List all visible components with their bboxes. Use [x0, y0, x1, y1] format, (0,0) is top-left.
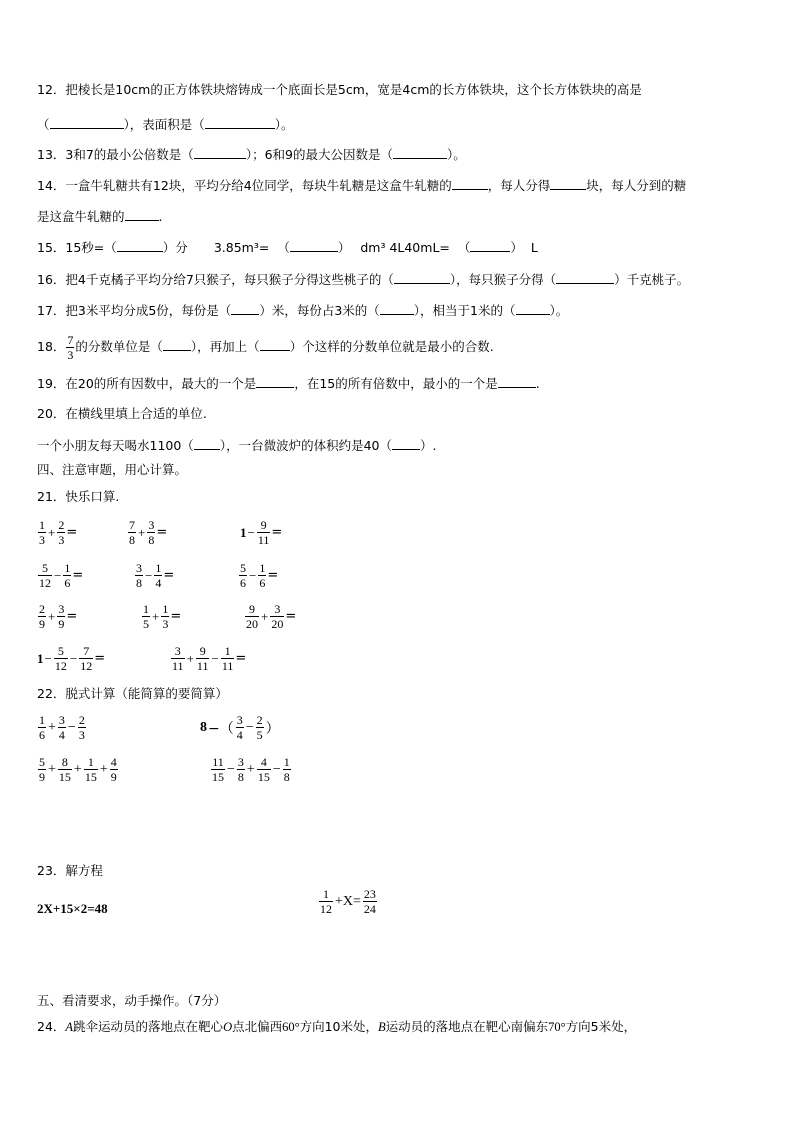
q14-text-2: ，每人分得 [487, 178, 551, 193]
numerator: 1 [87, 755, 94, 769]
q15-unit-l: L [530, 240, 538, 255]
fraction [54, 644, 68, 673]
denominator: 8 [136, 576, 142, 590]
fraction [38, 561, 52, 590]
operator: − [69, 650, 78, 666]
numerator: 1 [39, 713, 45, 727]
numerator: 1 [155, 561, 162, 575]
fraction [211, 755, 225, 784]
numerator: 2 [58, 518, 65, 532]
numerator: 9 [260, 518, 267, 532]
equals: = [156, 525, 168, 540]
q12-text-3: ）。 [274, 117, 294, 132]
fraction [79, 644, 93, 673]
fraction [142, 602, 150, 631]
numerator: 9 [249, 602, 255, 616]
question-19 [37, 375, 540, 392]
equals: = [170, 609, 182, 624]
q17-text-4: ）。 [549, 303, 569, 318]
denominator: 12 [80, 659, 93, 673]
denominator: 5 [143, 617, 149, 631]
fraction [171, 644, 185, 673]
q20-text-1: 一个小朋友每天喝水1100（ [37, 438, 194, 453]
fraction [135, 561, 143, 590]
q21-r2-c3 [238, 561, 278, 590]
q14-blank-2[interactable] [550, 177, 586, 190]
fraction [236, 713, 244, 742]
q20-blank-1[interactable] [194, 437, 220, 450]
whole-number: 1 [240, 524, 247, 540]
fraction [63, 561, 71, 590]
question-21-title [37, 489, 119, 505]
section-4-text: 四、注意审题，用心计算。 [37, 462, 188, 477]
denominator: 8 [148, 533, 155, 547]
denominator: 11 [172, 659, 184, 673]
equals: = [66, 609, 78, 624]
fraction [257, 518, 271, 547]
q15-blank-3[interactable] [470, 239, 510, 252]
question-22-title [37, 686, 228, 702]
fraction [38, 713, 46, 742]
point-a: A [65, 1020, 74, 1034]
denominator: 9 [39, 617, 45, 631]
operator: + [48, 761, 56, 777]
operator: − [145, 567, 153, 583]
q21-r1-c2 [127, 518, 167, 547]
q22-expr-4 [210, 755, 292, 784]
q17-text-1: 17．把3米平均分成5份，每份是（ [37, 303, 232, 318]
question-16 [37, 271, 689, 288]
q20-text-2: ），一台微波炉的体积约是40（ [219, 438, 392, 453]
numerator: 1 [224, 644, 231, 658]
numerator: 5 [57, 644, 64, 658]
equation-middle: +X= [335, 893, 361, 909]
q13-blank-gcd[interactable] [393, 146, 447, 159]
q17-blank-1[interactable] [231, 302, 259, 315]
fraction [363, 887, 377, 916]
numerator: 4 [110, 755, 117, 769]
q12-text-2: ），表面积是（ [123, 117, 205, 132]
angle-70: 70° [548, 1020, 566, 1034]
q21-r3-c2 [141, 602, 181, 631]
denominator: 6 [39, 728, 45, 742]
numerator: 3 [58, 713, 65, 727]
denominator: 8 [283, 770, 290, 784]
q15-text-4: dm³ 4L40mL= [360, 240, 450, 255]
fraction [58, 713, 66, 742]
fraction [110, 755, 118, 784]
operator: + [99, 761, 108, 777]
fraction [221, 644, 235, 673]
denominator: 12 [39, 576, 51, 590]
numerator: 1 [283, 755, 290, 769]
numerator: 3 [274, 602, 281, 616]
q12-blank-area[interactable] [205, 116, 275, 129]
operator: − [227, 761, 235, 777]
denominator: 3 [39, 533, 45, 547]
denominator: 12 [54, 659, 67, 673]
operator: + [48, 524, 56, 540]
operator: + [73, 761, 82, 777]
numerator: 3 [236, 713, 243, 727]
denominator: 9 [110, 770, 117, 784]
denominator: 15 [212, 770, 224, 784]
q20-title: 20．在横线里填上合适的单位. [37, 406, 207, 421]
q22-expr-3 [37, 755, 119, 784]
q19-blank-2[interactable] [498, 375, 536, 388]
q18-numerator: 7 [67, 333, 74, 347]
q24-text-4: 运动员的落地点在靶心南偏东 [385, 1019, 549, 1034]
fraction [57, 518, 65, 547]
q21-r4-c1 [37, 644, 105, 673]
numerator: 4 [260, 755, 267, 769]
equals: = [66, 525, 78, 540]
section-4-heading [37, 462, 187, 478]
denominator: 20 [271, 617, 284, 631]
q19-blank-1[interactable] [256, 375, 294, 388]
fraction [58, 755, 72, 784]
equals: = [163, 568, 175, 583]
denominator: 5 [256, 728, 263, 742]
question-20-line [37, 437, 436, 454]
question-15 [37, 239, 538, 256]
fraction [258, 561, 266, 590]
equals: = [72, 568, 84, 583]
denominator: 12 [320, 902, 332, 916]
operator: − [249, 567, 257, 583]
equals: = [235, 651, 247, 666]
q16-blank-2[interactable] [556, 271, 614, 284]
q21-r2-c1 [37, 561, 83, 590]
numerator: 5 [42, 561, 48, 575]
q17-text-3: ），相当于1米的（ [413, 303, 516, 318]
q12-text: 12．把棱长是10cm的正方体铁块熔铸成一个底面长是5cm，宽是4cm的长方体铁块，这个长方体铁块的高是 [37, 82, 642, 97]
denominator: 4 [58, 728, 65, 742]
operator: − [67, 719, 76, 735]
denominator: 11 [257, 533, 270, 547]
operator: −（ [208, 720, 234, 737]
whole-number: 1 [37, 650, 44, 666]
whole-number: 8 [200, 719, 207, 735]
q15-text-2: ）分 [162, 240, 188, 255]
question-24 [37, 1019, 636, 1035]
numerator: 7 [129, 518, 135, 532]
q24-text-2: 点北偏西 [232, 1019, 283, 1034]
denominator: 9 [58, 617, 65, 631]
equals: = [285, 609, 297, 624]
operator: − [247, 524, 255, 540]
q15-paren-3: （ [457, 240, 471, 255]
question-14-line2 [37, 208, 163, 225]
numerator: 5 [39, 755, 45, 769]
numerator: 3 [237, 755, 244, 769]
q19-text-3: . [535, 376, 540, 391]
operator: − [272, 761, 281, 777]
q23-equation-2 [318, 887, 378, 916]
operator: − [44, 650, 52, 666]
q16-text-1: 16．把4千克橘子平均分给7只猴子，每只猴子分得这些桃子的（ [37, 272, 394, 287]
q22-expr-2 [200, 713, 281, 742]
q21-r1-c3 [240, 518, 282, 547]
denominator: 11 [221, 659, 234, 673]
numerator: 3 [148, 518, 155, 532]
denominator: 15 [58, 770, 71, 784]
point-b: B [378, 1020, 386, 1034]
q23-equation-1 [37, 901, 108, 917]
q21-r3-c3 [244, 602, 296, 631]
q21-r1-c1 [37, 518, 77, 547]
fraction [239, 561, 247, 590]
numerator: 7 [83, 644, 90, 658]
denominator: 6 [259, 576, 266, 590]
numerator: 3 [136, 561, 142, 575]
fraction [256, 713, 264, 742]
q18-blank-2[interactable] [260, 338, 290, 351]
denominator: 15 [84, 770, 97, 784]
fraction [147, 518, 155, 547]
question-23-title [37, 863, 103, 879]
q14-blank-1[interactable] [452, 177, 488, 190]
operator: + [246, 761, 255, 777]
q18-number: 18． [37, 339, 66, 354]
fraction [84, 755, 98, 784]
q18-text-2: ），再加上（ [190, 339, 260, 354]
q14-text-1: 14．一盒牛轧糖共有12块，平均分给4位同学，每块牛轧糖是这盒牛轧糖的 [37, 178, 452, 193]
operator: + [48, 608, 56, 624]
numerator: 5 [240, 561, 246, 575]
numerator: 2 [78, 713, 85, 727]
fraction [38, 755, 46, 784]
section-5-heading [37, 993, 226, 1009]
q12-blank-height[interactable] [50, 116, 124, 129]
denominator: 8 [129, 533, 135, 547]
angle-60: 60° [282, 1020, 300, 1034]
numerator: 1 [259, 561, 266, 575]
q13-text-3: ）。 [446, 147, 466, 162]
fraction [154, 561, 162, 590]
q14-text-5: . [158, 209, 163, 224]
fraction [283, 755, 291, 784]
q22-expr-1 [37, 713, 87, 742]
operator: + [186, 650, 194, 666]
q21-title: 21．快乐口算. [37, 489, 120, 504]
question-12-line2 [37, 116, 294, 133]
q15-paren-1: （ [277, 240, 290, 255]
fraction [78, 713, 86, 742]
numerator: 1 [143, 602, 149, 616]
q14-text-4: 是这盒牛轧糖的 [37, 209, 125, 224]
q16-blank-1[interactable] [394, 271, 450, 284]
numerator: 1 [39, 518, 45, 532]
q23-title: 23．解方程 [37, 863, 103, 878]
denominator: 3 [78, 728, 85, 742]
q18-denominator: 3 [67, 348, 74, 362]
equals: = [267, 568, 279, 583]
q22-title: 22．脱式计算（能简算的要简算） [37, 686, 228, 701]
denominator: 24 [363, 902, 376, 916]
fraction [257, 755, 271, 784]
operator: − [211, 650, 219, 666]
q14-blank-3[interactable] [125, 208, 159, 221]
q19-text-1: 19．在20的所有因数中，最大的一个是 [37, 376, 257, 391]
question-18 [37, 333, 494, 362]
q24-text-5: 方向5米处， [565, 1019, 637, 1034]
fraction [270, 602, 284, 631]
fraction [38, 602, 46, 631]
q13-text-1: 13．3和7的最小公倍数是（ [37, 147, 194, 162]
denominator: 3 [162, 617, 169, 631]
fraction [128, 518, 136, 547]
question-14-line1 [37, 177, 686, 194]
close-paren: ） [265, 720, 280, 737]
q21-r3-c1 [37, 602, 77, 631]
point-o: O [223, 1020, 233, 1034]
section-5-text: 五、看清要求，动手操作。（7分） [37, 993, 227, 1008]
fraction [161, 602, 169, 631]
q19-text-2: ，在15的所有倍数中，最小的一个是 [294, 376, 498, 391]
q14-text-3: 块，每人分到的糖 [586, 178, 687, 193]
q18-fraction [66, 333, 74, 362]
q17-blank-2[interactable] [380, 302, 414, 315]
q17-text-2: ）米，每份占3米的（ [259, 303, 380, 318]
fraction [237, 755, 245, 784]
q17-blank-3[interactable] [516, 302, 550, 315]
denominator: 6 [64, 576, 71, 590]
q20-blank-2[interactable] [392, 437, 420, 450]
q15-text-1: 15．15秒=（ [37, 240, 117, 255]
numerator: 3 [58, 602, 65, 616]
numerator: 3 [174, 644, 181, 658]
question-20-title [37, 406, 207, 422]
fraction [245, 602, 259, 631]
denominator: 20 [246, 617, 258, 631]
numerator: 2 [256, 713, 263, 727]
question-17 [37, 302, 568, 319]
q16-text-3: ）千克桃子。 [614, 272, 690, 287]
q16-text-2: ），每只猴子分得（ [449, 272, 557, 287]
question-12-line1 [37, 82, 642, 98]
denominator: 8 [237, 770, 244, 784]
equals: = [271, 525, 283, 540]
numerator: 8 [61, 755, 68, 769]
q18-text-3: ）个这样的分数单位就是最小的合数. [289, 339, 494, 354]
fraction [196, 644, 210, 673]
q15-paren-4: ） [510, 240, 523, 255]
operator: − [245, 719, 254, 735]
denominator: 4 [236, 728, 243, 742]
q15-blank-1[interactable] [117, 239, 163, 252]
operator: + [152, 608, 160, 624]
numerator: 9 [199, 644, 206, 658]
q15-blank-2[interactable] [290, 239, 338, 252]
operator: + [48, 719, 56, 735]
numerator: 1 [162, 602, 169, 616]
denominator: 9 [39, 770, 45, 784]
fraction [38, 518, 46, 547]
denominator: 6 [240, 576, 246, 590]
q21-r4-c2 [170, 644, 246, 673]
q18-blank-1[interactable] [163, 338, 191, 351]
q24-text-3: 方向10米处， [299, 1019, 379, 1034]
numerator: 1 [64, 561, 71, 575]
q21-r2-c2 [134, 561, 174, 590]
operator: − [54, 567, 62, 583]
denominator: 4 [155, 576, 162, 590]
equals: = [94, 651, 106, 666]
numerator: 23 [363, 887, 376, 901]
fraction [319, 887, 333, 916]
q15-text-3: 3.85m³= [213, 240, 270, 255]
q24-number: 24． [37, 1019, 66, 1034]
q20-text-3: ）. [419, 438, 437, 453]
numerator: 1 [323, 887, 329, 901]
q12-paren-open: （ [37, 117, 50, 132]
denominator: 11 [196, 659, 209, 673]
q13-blank-lcm[interactable] [194, 146, 246, 159]
numerator: 2 [39, 602, 45, 616]
question-13 [37, 146, 466, 163]
denominator: 3 [58, 533, 65, 547]
numerator: 11 [212, 755, 224, 769]
denominator: 15 [257, 770, 270, 784]
fraction [57, 602, 65, 631]
operator: + [261, 608, 269, 624]
q13-text-2: ）；6和9的最大公因数是（ [245, 147, 393, 162]
q24-text-1: 跳伞运动员的落地点在靶心 [73, 1019, 224, 1034]
q15-paren-2: ） [337, 240, 351, 255]
q18-text-1: 的分数单位是（ [75, 339, 163, 354]
operator: + [138, 524, 146, 540]
equation-1-text: 2X+15×2=48 [37, 901, 108, 916]
